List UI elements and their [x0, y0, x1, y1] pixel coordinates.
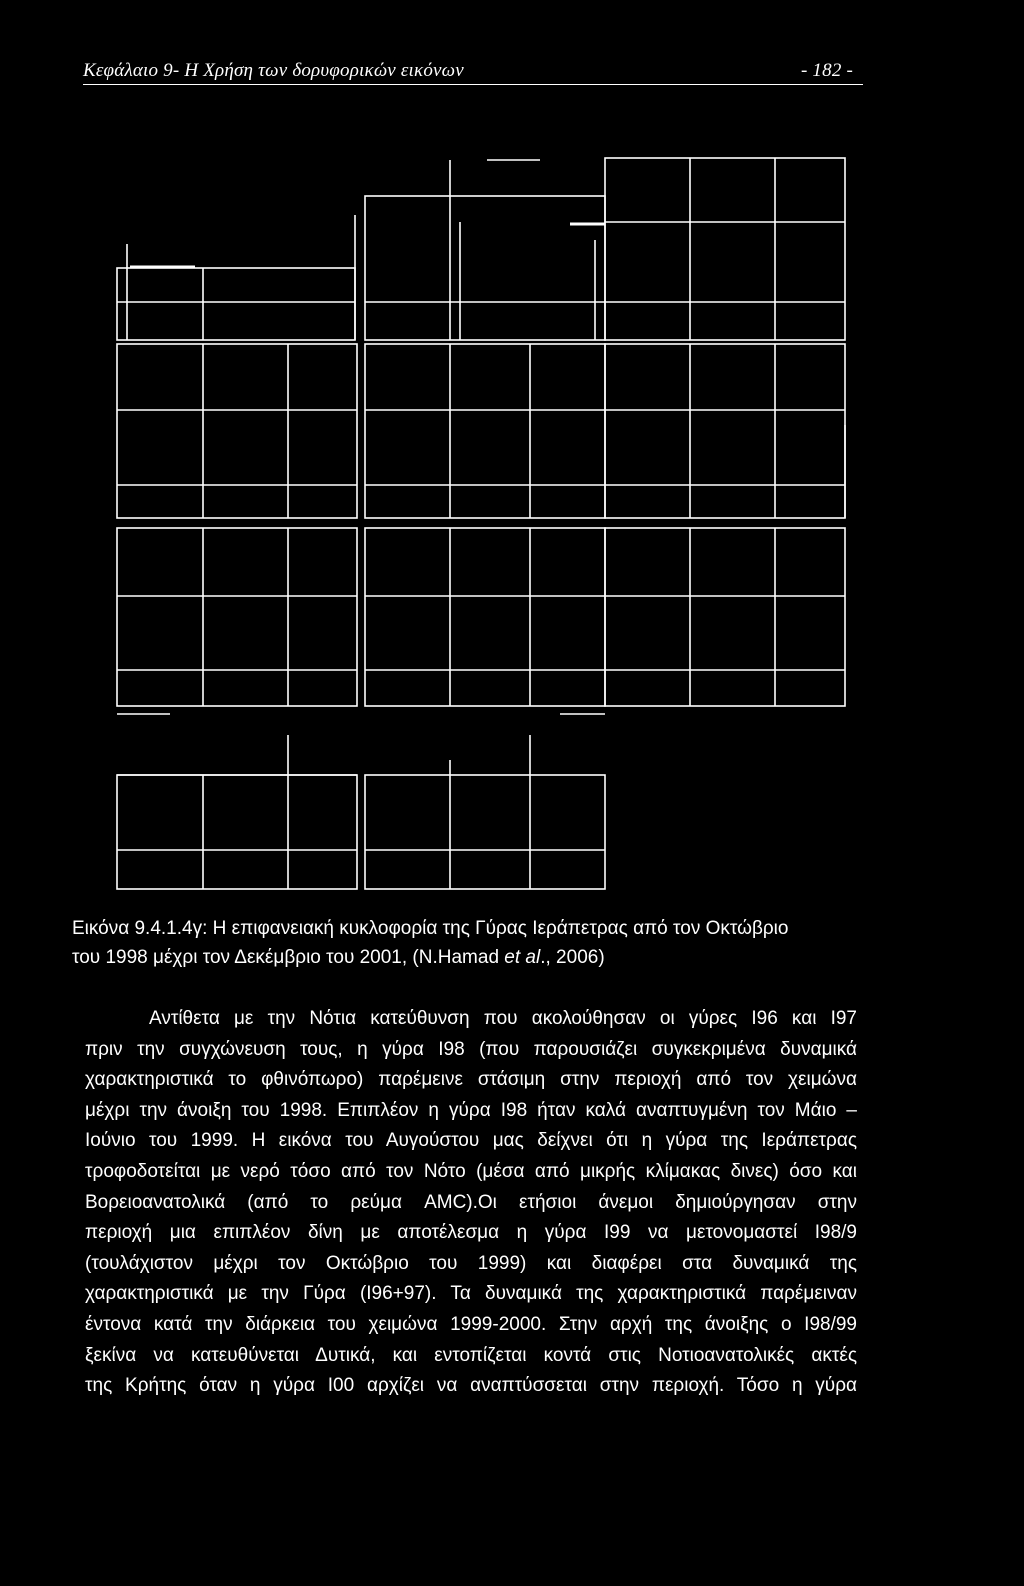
paragraph-line: της Κρήτης όταν η γύρα Ι00 αρχίζει να αναπτύσσεται στην περιοχή. Τόσο η γύρα: [85, 1375, 857, 1397]
caption-line-2-post: ., 2006): [540, 947, 605, 968]
paragraph-line: Αντίθετα με την Νότια κατεύθυνση που ακολούθησαν οι γύρες Ι96 και Ι97: [149, 1008, 857, 1029]
caption-citation-italic: et al: [504, 947, 541, 968]
paragraph-line: μέχρι την άνοιξη του 1998. Επιπλέον η γύρα Ι98 ήταν καλά αναπτυγμένη τον Μάιο –: [85, 1099, 857, 1121]
paragraph-line: έντονα κατά την διάρκεια του χειμώνα 1999-2000. Στην αρχή της άνοιξης ο Ι98/99: [85, 1313, 857, 1335]
figure-caption: [72, 914, 872, 972]
paragraph-line: χαρακτηριστικά με την Γύρα (Ι96+97). Τα δυναμικά της χαρακτηριστικά παρέμειναν: [85, 1283, 857, 1305]
paragraph-line: περιοχή μια επιπλέον δίνη με αποτέλεσμα η γύρα Ι99 να μετονομαστεί Ι98/9: [85, 1222, 857, 1244]
figure-row-1: [117, 158, 845, 340]
page-number: - 182 -: [800, 60, 853, 81]
body-paragraph: [85, 1004, 857, 1402]
caption-line-2-pre: του 1998 μέχρι τον Δεκέμβριο του 2001, (N.Hamad: [72, 947, 505, 968]
figure-row-4: [117, 735, 605, 889]
caption-line-2: [72, 943, 872, 972]
paragraph-line: ξεκίνα να κατευθύνεται Δυτικά, και εντοπίζεται κοντά στις Νοτιοανατολικές ακτές: [85, 1344, 857, 1366]
chapter-title: Κεφάλαιο 9- Η Χρήση των δορυφορικών εικόνων: [83, 60, 464, 81]
figure-row-3: [117, 528, 845, 714]
paragraph-line: πριν την συγχώνευση τους, η γύρα Ι98 (που παρουσιάζει συγκεκριμένα δυναμικά: [85, 1038, 857, 1060]
figure-row-2: [117, 344, 845, 518]
paragraph-line: Ιούνιο του 1999. Η εικόνα του Αυγούστου μας δείχνει ότι η γύρα της Ιεράπετρας: [85, 1130, 857, 1152]
paragraph-line: τροφοδοτείται με νερό τόσο από τον Νότο (μέσα από μικρής κλίμακας δινες) όσο και: [85, 1160, 857, 1182]
paragraph-line: Βορειοανατολικά (από το ρεύμα AMC).Οι ετήσιοι άνεμοι δημιούργησαν στην: [85, 1191, 857, 1213]
paragraph-line: χαρακτηριστικά το φθινόπωρο) παρέμεινε στάσιμη στην περιοχή από τον χειμώνα: [85, 1069, 857, 1091]
paragraph-line: (τουλάχιστον μέχρι τον Οκτώβριο του 1999) και διαφέρει στα δυναμικά της: [85, 1252, 857, 1274]
caption-line-1: Εικόνα 9.4.1.4γ: Η επιφανειακή κυκλοφορία της Γύρας Ιεράπετρας από τον Οκτώβριο: [72, 918, 789, 939]
